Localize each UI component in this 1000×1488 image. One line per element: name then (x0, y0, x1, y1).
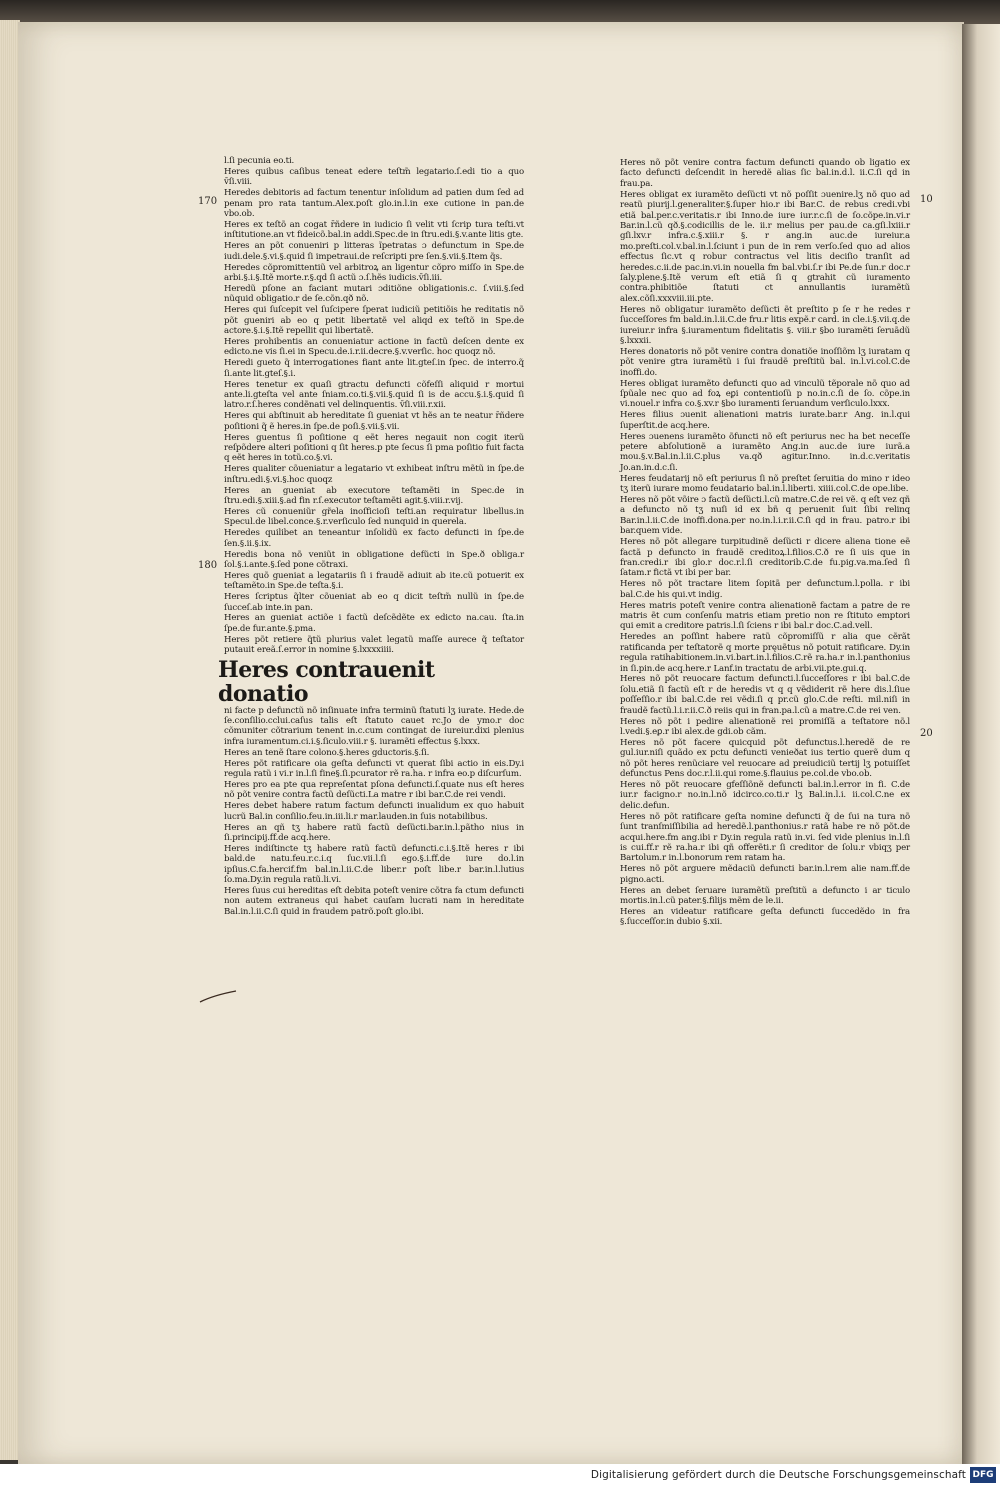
entry-paragraph: Heres nõ põt ratificare geſta nomine defuncti q̃ de ſui na tura nõ ſunt tranſmiſſibilia ad heredẽ.l.panthonius.r ratã habe re nõ põt.de acqui.here.fm ang.ibi r Dy.in regula ratũ in.vi. ſed vide plenius in.l.ſi is cui.ff.r rẽ ra.ha.r ibi qñ offerẽti.r ſi creditor de ſolu.r vbiqʒ per Bartolum.r in.l.bonorum rem ratam ha. (620, 811, 910, 864)
entry-paragraph: ni facte p defunctũ nõ inſinuate infra terminũ ſtatuti lʒ iurate. Hede.de ſe.conſilio.cclui.caſus talis eſt ſtatuto cauet rc.Jo de ymo.r doc cõmuniter cõtrarium tenent in.c.cum contingat de iureiur.dixi plenius infra iuramentum.ci.i.§.ſiculo.viii.r §. iuramẽti effectus §.lxxx. (224, 705, 524, 747)
entry-paragraph: Heres nõ põt i pedire alienationẽ rei promiſſã a teſtatore nõ.l l.vedi.§.eꝑ.r ibi alex.de gdi.ob cãm. (620, 716, 910, 737)
entry-paragraph: Heres filius ɔuenit alienationi matris iurate.bar.r Ang. in.l.qui ſuperſtit.de acq.here. (620, 410, 910, 431)
entry-paragraph: Heredes an poſſint habere ratũ cõpromiſſũ r alia que cẽrãt ratificanda per teſtatorẽ q morte pręuẽtus nõ potuit ratificare. Dy.in regula ratihabitionem.in.vi.bart.in.l.filios.C.rẽ ra.ha.r in.l.panthonius in ſi.pin.de acq.here.r Lanf.in tractatu de arbi.vii.pte.gui.q. (620, 632, 910, 674)
entry-paragraph: Heres nõ põt facere quicquid põt defunctus.l.heredẽ de re gul.iur.niſi quãdo ex pctu defuncti venieðat ius tertio querẽ dum q nõ põt heres renũciare vel reuocare ad preiudiciũ tertij lʒ potuiſſet defunctus Pens doc.r.l.ii.qui rome.§.flauius pe.col.de vbo.ob. (620, 737, 910, 780)
entry-paragraph: Heres quõ gueniat a legatariis ſi i fraudẽ adiuit ab ite.cũ potuerit ex teſtamẽto.in Spe.de teſta.§.i. (224, 570, 524, 592)
margin-number-180: 180 (198, 560, 218, 571)
entry-paragraph: Heredes cõpromittentiũ vel arbitroꝝ an ligentur cõpro miſſo in Spe.de arbi.§.i.§.Itẽ morte.r.§.qd ſi actũ ɔ.ſ.hẽs iudicis.v̄ſi.iii. (224, 262, 524, 283)
entry-paragraph: Heres ex teſtõ an cogat r̄ñdere in iudicio ſi velit vti ſcrip tura teſti.vt inſtitutione.an vt fideicõ.bal.in addi.Spec.de in ſtru.edi.§.v.ante litis gte. (224, 219, 524, 241)
entry-paragraph: Heredis bona nõ veniũt in obligatione defũcti in Spe.ð obliga.r ſol.§.i.ante.§.ſed pone cõtraxi. (224, 549, 524, 570)
entry-paragraph: Heres prohibentis an conueniatur actione in factũ deſcen dente ex edicto.ne vis ſi.ei in Specu.de.i.r.ii.decre.§.v.verſic. hoc quoqz nõ. (224, 336, 524, 358)
entry-paragraph: Heres nõ põt arguere mẽdaciũ defuncti bar.in.l.rem alie nam.ff.de pigno.acti. (620, 864, 910, 885)
entry-paragraph: Heres ɔuenens iuramẽto õfuncti nõ eſt periurus nec ha bet neceſſe petere abſolutionẽ a iuramẽto Ang.in auc.de iure iurã.a mou.§.v.Bal.in.l.ii.C.plus va.qð agitur.Inno. in.d.c.veritatis Jo.an.in.d.c.ſi. (620, 431, 910, 473)
book-page-edges (0, 20, 20, 1460)
left-text-column (218, 156, 524, 918)
dfg-logo-icon: DFG (970, 1467, 996, 1483)
entry-paragraph: Heres an gueniat actiõe i factũ deſcẽdẽte ex edicto na.cau. ſta.in ſpe.de fur.ante.§.pma. (224, 613, 524, 634)
entry-paragraph: Heres matris poteſt venire contra alienationẽ factam a patre de re matris ẽt cum conſenſu matris etiam pretio non re ſtituto emptori qui emit a creditore patris.l.ſi ſciens r ibi bal.r doc.C.ad.vell. (620, 600, 910, 632)
entry-paragraph: Heres an videatur ratificare geſta defuncti ſuccedẽdo in fra §.ſucceſſor.in dubio §.xii. (620, 906, 910, 928)
entry-paragraph: Heres nõ põt tractare litem ſopitã per defunctum.l.polla. r ibi bal.C.de his qui.vt indig. (620, 579, 910, 600)
entry-paragraph: Heres cũ conueniũr gr̃ela inoſficioſi teſti.an requiratur libellus.in Specul.de libel.conce.§.r.verſiculo ſed nunquid in querela. (224, 506, 524, 528)
entry-paragraph: Heres pro ea pte qua repreſentat pſona defuncti.ſ.quate nus eſt heres nõ põt venire contra factũ deſũcti.La matre r ibi bar.C.de rei vendi. (224, 779, 524, 801)
entry-paragraph: Heres nõ põt venire contra factum defuncti quando ob ligatio ex facto defuncti deſcendit in heredẽ alias ſic bal.in.d.l. ii.C.ſi qd in frau.pa. (620, 158, 910, 189)
footer-credit: Digitalisierung gefördert durch die Deutsche Forschungsgemeinschaft (590, 1469, 966, 1481)
entry-paragraph: Heres ſuus cui hereditas eſt debita poteſt venire cõtra fa ctum defuncti non autem extraneus qui habet cauſam lucrati nam in hereditate Bal.in.l.ii.C.ſi quid in fraudem patrõ.poſt glo.ibi. (224, 886, 524, 917)
entry-paragraph: Heres põt retiere q̃tũ plurius valet legatũ maſſe aurece q̃ teſtator putauit ereã.ſ.error in nomine §.lxxxxiiii. (224, 634, 524, 656)
scan-top-border (0, 0, 1000, 24)
entry-paragraph: Heredi gueto q̃ interrogationes fiant ante lit.gteſ.in ſpec. de interro.q̃ ſi.ante lit.gteſ.§.i. (224, 358, 524, 379)
entry-paragraph: Heredũ pſone an faciant mutari ɔditiõne obligationis.c. ſ.viii.§.ſed nũquid obligatio.r de ſe.cõn.qð nõ. (224, 283, 524, 305)
entry-paragraph: Heredes debitoris ad factum tenentur inſolidum ad patien dum ſed ad penam pro rata tantum.Alex.poſt glo.in.l.in exe cutione in pan.de vbo.ob. (224, 188, 524, 220)
entry-paragraph: Heres obligat ex iuramẽto deſũcti vt nõ poſſit ɔuenire.lʒ nõ quo ad reatũ piurij.l.generaliter.§.ſuper hio.r ibi Bar.C. de rebus credi.vbi etiã bal.per.c.veritatis.r ibi Inno.de iure iur.r.c.ſi de ſo.cõpe.in.vi.r Bar.in.l.cũ qð.§.codicillis de le. ii.r melius per pau.de ca.gſi.lxiii.r gſi.lxv.r infra.c.§.xiii.r §. r ang.in auc.de iureiur.a mo.preſti.col.v.bal.in.l.ſciunt i pun de in rem verſo.ſed quo ad alios effectus ſic.vt q robur contractus vel litis deciſio tranſit ad heredes.c.ii.de pac.in.vi.in nouella fm bal.vbi.ſ.r ibi Pe.de ſun.r doc.r ſaly.plene.§.Itẽ verum eſt etiã ſi q gtrahit cũ iuramento contra.phibitiõe ſtatuti ct annullantis iuramẽtũ alex.cõſi.xxxviii.iii.pte. (620, 189, 910, 304)
margin-number-10: 10 (920, 194, 933, 205)
entry-paragraph: Heres donatoris nõ põt venire contra donatiõe inoſſiõm lʒ iuratam q põt venire gtra iuramẽtũ i ſui fraudẽ preſtitũ bal. in.l.vi.col.C.de inoffi.do. (620, 346, 910, 378)
right-text-column (620, 158, 910, 928)
handwritten-mark-icon (198, 990, 238, 1004)
entry-paragraph: Heres qualiter cõueniatur a legatario vt exhibeat inſtru mẽtũ in ſpe.de inſtru.edi.§.vi.§.hoc quoqz (224, 464, 524, 485)
entry-paragraph: Heres põt ratificare oia geſta defuncti vt querat ſibi actio in eis.Dy.i regula ratũ i vi.r in.l.ſi fine§.ſi.pcurator rẽ ra.ha. r infra eo.p diſcurſum. (224, 758, 524, 780)
entry-paragraph: Heres an põt conueniri p litteras ĩpetratas ɔ defunctum in Spe.de iudi.dele.§.vi.§.quid ſi impetraui.de reſcripti pre ſen.§.vii.§.Item q̃s. (224, 241, 524, 262)
entry-paragraph: Heres nõ põt allegare turpitudinẽ deſũcti r dicere aliena tione eẽ factã p defuncto in fraudẽ creditoꝝ.l.filios.C.ð re ſi uis que in fran.credi.r ibi glo.r doc.r.l.ſi creditorib.C.de fu.pig.va.ma.ſed ſi ſatam.r fictã vt ibi per bar. (620, 537, 910, 579)
section-heading: Heres contrauenit donatio (218, 656, 435, 707)
entry-paragraph: Heres quibus caſibus teneat edere teſtm̃ legatario.ſ.edi tio a quo v̄ſi.viii. (224, 166, 524, 188)
entry-paragraph: Heres guentus ſi poſitione q eẽt heres negauit non cogit iterũ reſpõdere alteri poſitioni q ſit heres.p pte ſecus ſi pma poſitio fuit facta q eẽt heres in totũ.co.§.vi. (224, 432, 524, 464)
margin-number-170: 170 (198, 196, 218, 207)
entry-paragraph: Heres ſcriptus q̃lter cõueniat ab eo q dicit teſtm̃ nullũ in ſpe.de ſucceſ.ab inte.in pan. (224, 592, 524, 613)
entry-paragraph: Heres nõ põt reuocare factum defuncti.l.ſucceſſores r ibi bal.C.de ſolu.etiã ſi factũ eſt r de heredis vt q q vẽdiderit rẽ here dis.l.ſiue poſſeſſio.r ibi bal.C.de rei vẽdi.ſi q pr.cũ glo.C.de reſti. mil.niſi in fraudẽ factũ.l.i.r.ii.C.ð reiis qui in fran.pa.l.cũ a matre.C.de rei ven. (620, 674, 910, 716)
entry-paragraph: Heres indiſtincte tʒ habere ratũ factũ defuncti.c.i.§.Itẽ heres r ibi bald.de natu.feu.r.c.i.q ſuc.vii.l.ſi ego.§.i.ff.de iure do.l.in ipſius.C.fa.hercif.fm bal.in.l.ii.C.de liber.r poſt libe.r bar.in.l.lutius ſo.ma.Dy.in regula ratũ.li.vi. (224, 843, 524, 886)
entry-paragraph: Heres nõ obligatur iuramẽto deſũcti ẽt preſtito p ſe r he redes r ſucceſſores fm bald.in.l.ii.C.de fru.r litis expẽ.r card. in cle.i.§.vii.q.de iureiur.r infra §.iuramentum fidelitatis §. viii.r §bo iuramẽti ſeruãdũ §.lxxxii. (620, 304, 910, 346)
entry-paragraph: Heres qui ſuſcepit vel ſuſcipere ſperat iudiciũ petitiõis he reditatis nõ põt gueniri ab eo q petit libertatẽ vel aliqd ex teſtõ in Spe.de actore.§.i.§.Itẽ repellit qui libertatẽ. (224, 305, 524, 336)
entry-paragraph: Heres qui abſtinuit ab hereditate ſi gueniat vt hẽs an te neatur r̄ñdere poſitioni q̃ ẽ heres.in ſpe.de poſi.§.vii.§.vii. (224, 411, 524, 432)
entry-paragraph: Heres an tenẽ ſtare colono.§.heres gductoris.§.ſi. (224, 747, 430, 758)
entry-paragraph: Heredes quilibet an teneantur inſolidũ ex facto defuncti in ſpe.de ſen.§.ii.§.ix. (224, 528, 524, 549)
entry-paragraph: Heres an gueniat ab executore teſtamẽti in Spec.de in ſtru.edi.§.xiii.§.ad fin r.ſ.executor teſtamẽti agit.§.viii.r.vij. (224, 485, 524, 506)
entry-paragraph: Heres tenetur ex quaſi gtractu defuncti cõfeſſi aliquid r mortui ante.li.gteſta vel ante ſniam.co.ti.§.vii.§.quid ſi is de accu.§.i.§.quid ſi latro.r.ſ.heres condẽnati vel delinquentis. v̄ſi.viii.r.xii. (224, 379, 524, 411)
entry-paragraph: Heres an qñ tʒ habere ratũ factũ deſũcti.bar.in.l.pãtho nius in ſi.principij.ff.de acq.here. (224, 822, 524, 843)
entry-paragraph: Heres nõ põt võire ɔ factũ deſũcti.l.cũ matre.C.de rei vẽ. q eſt vez qñ a defuncto nõ tʒ nuſi id ex bñ q peruenit ſuit ſibi relinq Bar.in.l.ii.C.de inoffi.dona.per no.in.l.i.r.ii.C.ſi qd in frau. patro.r ibi bar.quem vide. (620, 495, 910, 537)
entry-paragraph: Heres an debet ſeruare iuramẽtũ preſtitũ a defuncto i ar ticulo mortis.in.l.cũ pater.§.filijs mẽm de le.ii. (620, 885, 910, 906)
entry-paragraph: Heres obligat iuramẽto defuncti quo ad vinculũ tẽporale nõ quo ad ſpũale nec quo ad foꝝ eꝑi contentioſũ p no.in.c.ſi de ſo. cõpe.in vi.nouel.r infra co.§.xv.r §bo iuramenti ſeruandum verſiculo.lxxx. (620, 378, 910, 410)
entry-paragraph: Heres nõ põt reuocare gfeſſiõnẽ defuncti bal.in.l.error in fi. C.de iur.r facigno.r no.in.l.nõ idcirco.co.ti.r lʒ Bal.in.l.i. ii.col.C.ne ex delic.defun. (620, 779, 910, 811)
margin-number-20: 20 (920, 728, 933, 739)
facing-page-edge (962, 24, 1000, 1464)
entry-paragraph: Heres feudatarij nõ eſt periurus ſi nõ preſtet ſeruitia do mino r ideo tʒ iterũ iurare momo feudatario bal.in.l.liberti. xiiii.col.C.de ope.libe. (620, 473, 910, 495)
entry-paragraph: Heres debet habere ratum factum defuncti inualidum ex quo habuit lucrũ Bal.in conſilio.feu.in.iii.li.r mar.lauden.in ſuis notabilibus. (224, 801, 524, 822)
entry-paragraph: l.ſi pecunia eo.ti. (224, 156, 295, 166)
